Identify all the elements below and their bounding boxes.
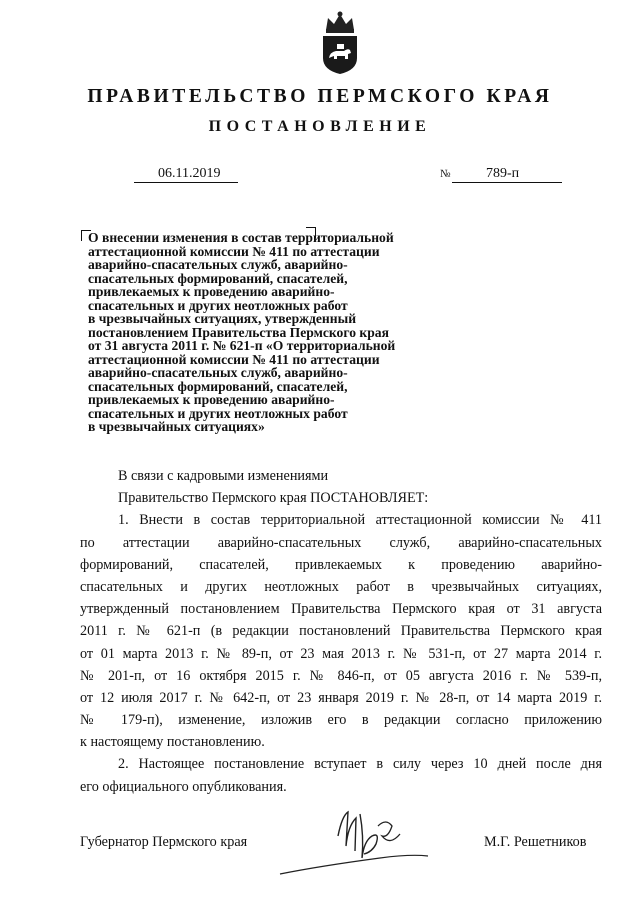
subject-line: спасательных и других неотложных работ [88, 405, 348, 421]
subject-line: аттестационной комиссии № 411 по аттестации [88, 243, 380, 259]
government-title: ПРАВИТЕЛЬСТВО ПЕРМСКОГО КРАЯ [87, 86, 553, 107]
subject-line: спасательных формирований, спасателей, [88, 270, 348, 286]
signatory-name: М.Г. Решетников [484, 834, 587, 850]
document-subject [88, 231, 468, 434]
item1-line: № 179-п), изменение, изложив его в редакции согласно приложению [80, 712, 602, 729]
document-date: 06.11.2019 [134, 166, 238, 183]
item2-last-line: его официального опубликования. [80, 778, 287, 795]
subject-line: привлекаемых к проведению аварийно- [88, 284, 335, 299]
item1-line: спасательных и других неотложных работ в чрезвычайных ситуациях, [80, 578, 602, 595]
number-label: № [440, 168, 451, 180]
subject-line: аварийно-спасательных служб, аварийно- [88, 365, 348, 380]
document-body [80, 465, 602, 798]
item1-line: от 12 июля 2017 г. № 642-п, от 23 января 2019 г. № 28-п, от 14 марта 2019 г. [80, 689, 602, 706]
subject-line: спасательных и других неотложных работ [88, 297, 348, 313]
item1-line: 1. Внести в состав территориальной аттестационной комиссии № 411 [118, 512, 602, 529]
subject-line: О внесении изменения в состав территориальной [88, 230, 394, 245]
item1-line: № 201-п, от 16 октября 2015 г. № 846-п, от 05 августа 2016 г. № 539-п, [80, 667, 602, 684]
subject-line: от 31 августа 2011 г. № 621-п «О территориальной [88, 338, 396, 353]
document-type: ПОСТАНОВЛЕНИЕ [208, 118, 432, 135]
item1-line: утвержденный постановлением Правительства Пермского края от 31 августа [80, 601, 602, 618]
subject-line: спасательных формирований, спасателей, [88, 378, 348, 394]
intro-paragraph: В связи с кадровыми изменениями [118, 468, 329, 484]
item1-line: 2011 г. № 621-п (в редакции постановлений Правительства Пермского края [80, 623, 602, 640]
item1-line: формирований, спасателей, привлекаемых к проведению аварийно- [80, 556, 602, 573]
signatory-position: Губернатор Пермского края [80, 834, 248, 850]
subject-line: в чрезвычайных ситуациях» [88, 419, 265, 434]
document-number: 789-п [452, 166, 562, 183]
subject-line: аттестационной комиссии № 411 по аттестации [88, 351, 380, 367]
subject-line: привлекаемых к проведению аварийно- [88, 392, 335, 407]
subject-line: аварийно-спасательных служб, аварийно- [88, 257, 348, 272]
subject-line: постановлением Правительства Пермского края [88, 324, 389, 340]
subject-line: в чрезвычайных ситуациях, утвержденный [88, 311, 357, 326]
coat-of-arms-icon [318, 8, 362, 76]
handwritten-signature [260, 796, 430, 886]
item1-line: от 01 марта 2013 г. № 89-п, от 23 мая 2013 г. № 531-п, от 27 марта 2014 г. [80, 645, 602, 662]
resolution-statement: Правительство Пермского края ПОСТАНОВЛЯЕТ: [118, 490, 429, 507]
item1-last-line: к настоящему постановлению. [80, 734, 265, 751]
item2-line: 2. Настоящее постановление вступает в силу через 10 дней после дня [118, 756, 602, 773]
item1-line: по аттестации аварийно-спасательных служб, аварийно-спасательных [80, 534, 602, 551]
